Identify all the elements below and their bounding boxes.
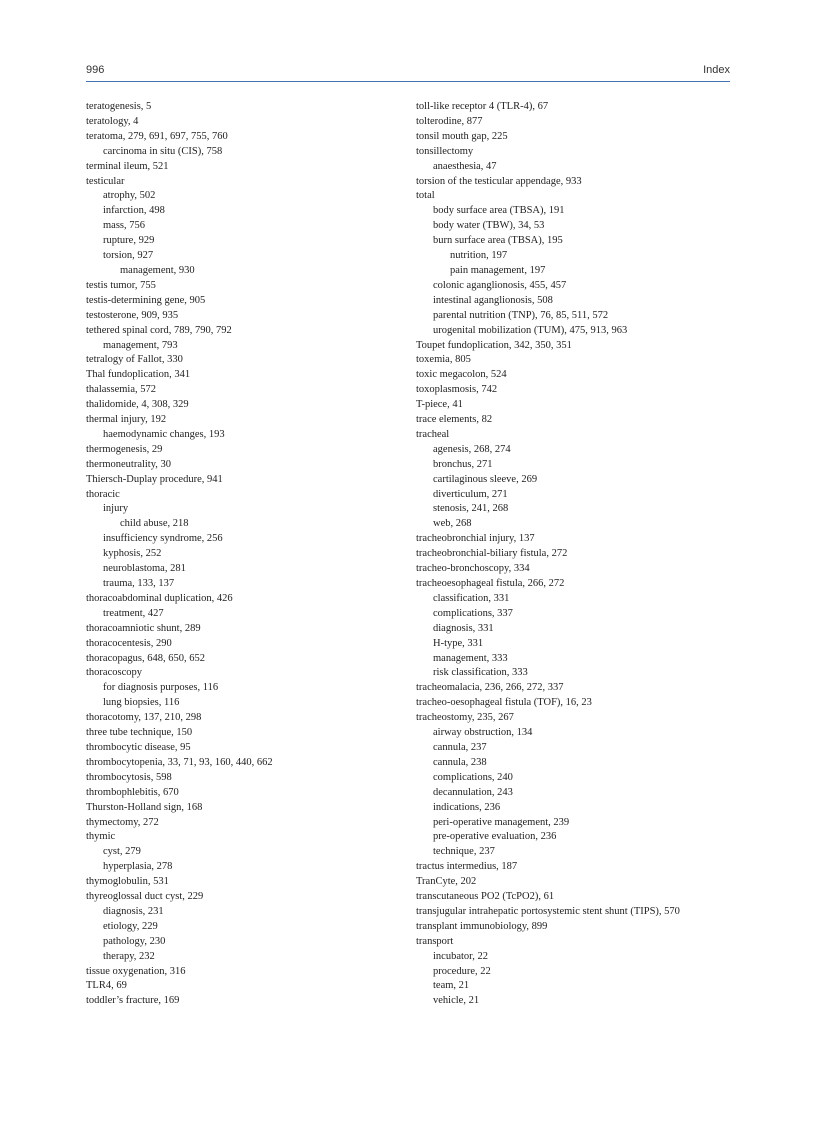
index-entry: atrophy, 502 [103,190,156,202]
index-entry: management, 333 [433,652,508,664]
index-entry: torsion, 927 [103,250,154,262]
index-entry: diagnosis, 231 [103,905,164,917]
index-entry: thymectomy, 272 [86,816,159,828]
index-entry: indications, 236 [433,801,501,813]
index-entry: hyperplasia, 278 [103,861,173,873]
index-entry: agenesis, 268, 274 [433,443,511,455]
index-entry: mass, 756 [103,220,145,232]
index-entry: management, 793 [103,339,178,351]
index-entry: thrombocytic disease, 95 [86,741,191,753]
index-entry: toxoplasmosis, 742 [416,384,498,396]
index-entry: tolterodine, 877 [416,115,483,127]
index-entry: thrombocytosis, 598 [86,771,172,783]
index-entry: technique, 237 [433,846,495,858]
index-entry: Thurston-Holland sign, 168 [86,801,203,813]
index-entry: team, 21 [433,980,470,992]
index-entry: cyst, 279 [103,846,141,858]
index-entry: trauma, 133, 137 [103,578,175,589]
index-entry: TLR4, 69 [86,980,127,992]
index-entry: anaesthesia, 47 [433,160,497,172]
index-entry: total [416,190,435,202]
index-entry: incubator, 22 [433,950,488,962]
index-entry: thoracoscopy [86,667,142,679]
index-entry: thalidomide, 4, 308, 329 [86,399,189,411]
index-entry: colonic aganglionosis, 455, 457 [433,279,567,291]
running-header [86,64,730,82]
index-entry: decannulation, 243 [433,786,513,798]
index-entry: kyphosis, 252 [103,548,162,560]
index-entry: thyreoglossal duct cyst, 229 [86,891,204,903]
index-entry: transport [416,935,454,947]
index-entry: tissue oxygenation, 316 [86,965,186,977]
index-entry: cartilaginous sleeve, 269 [433,473,538,485]
index-entry: tracheomalacia, 236, 266, 272, 337 [416,682,564,694]
index-entry: Thiersch-Duplay procedure, 941 [86,473,223,485]
index-entry: three tube technique, 150 [86,727,193,739]
index-entry: vehicle, 21 [433,995,480,1007]
index-entry: tracheal [416,428,450,440]
index-entry: tracheostomy, 235, 267 [416,712,514,724]
index-entry: testosterone, 909, 935 [86,309,179,321]
index-column-left [86,100,406,1009]
index-entry: diverticulum, 271 [433,488,508,500]
index-entry: tracheo-oesophageal fistula (TOF), 16, 23 [416,697,592,709]
index-entry: tracheoesophageal fistula, 266, 272 [416,578,565,589]
index-entry: toll-like receptor 4 (TLR-4), 67 [416,101,549,112]
index-entry: body water (TBW), 34, 53 [433,220,545,232]
index-entry: pain management, 197 [450,264,546,276]
index-entry: tonsil mouth gap, 225 [416,130,508,142]
index-entry: thoracoabdominal duplication, 426 [86,592,233,604]
index-entry: cannula, 238 [433,756,487,768]
index-entry: tracheobronchial injury, 137 [416,533,535,545]
index-entry: peri-operative management, 239 [433,816,570,828]
index-entry: TranCyte, 202 [416,876,477,888]
index-entry: thymic [86,831,116,843]
index-entry: transplant immunobiology, 899 [416,920,548,932]
index-entry: cannula, 237 [433,741,487,753]
index-entry: thoracopagus, 648, 650, 652 [86,652,205,664]
index-entry: infarction, 498 [103,205,165,217]
index-entry: injury [103,503,129,515]
index-entry: airway obstruction, 134 [433,727,533,739]
index-entry: toxic megacolon, 524 [416,369,507,381]
index-entry: intestinal aganglionosis, 508 [433,294,553,306]
index-entry: stenosis, 241, 268 [433,503,509,515]
index-entry: complications, 240 [433,771,513,783]
index-entry: toddler’s fracture, 169 [86,995,180,1007]
section-title: Index [703,64,730,76]
index-entry: tracheobronchial-biliary fistula, 272 [416,548,568,560]
index-entry: thrombophlebitis, 670 [86,786,179,798]
index-entry: lung biopsies, 116 [103,697,180,709]
index-entry: carcinoma in situ (CIS), 758 [103,145,223,157]
index-entry: thymoglobulin, 531 [86,876,169,888]
index-entry: pre-operative evaluation, 236 [433,831,557,843]
index-entry: neuroblastoma, 281 [103,563,186,575]
index-entry: insufficiency syndrome, 256 [103,533,223,545]
index-entry: thoracic [86,488,120,500]
index-entry: pathology, 230 [103,935,166,947]
index-entry: tetralogy of Fallot, 330 [86,354,183,366]
index-entry: burn surface area (TBSA), 195 [433,235,563,247]
index-entry: urogenital mobilization (TUM), 475, 913, 963 [433,324,628,336]
index-entry: thoracocentesis, 290 [86,637,172,649]
index-entry: treatment, 427 [103,607,164,619]
index-entry: Thal fundoplication, 341 [86,369,191,381]
index-entry: Toupet fundoplication, 342, 350, 351 [416,339,572,351]
index-entry: testicular [86,175,125,187]
index-entry: toxemia, 805 [416,354,471,366]
index-entry: testis-determining gene, 905 [86,294,206,306]
index-entry: risk classification, 333 [433,667,528,679]
index-entry: terminal ileum, 521 [86,160,169,172]
index-entry: tonsillectomy [416,145,474,157]
index-entry: thoracoamniotic shunt, 289 [86,622,201,634]
index-entry: web, 268 [433,518,472,530]
index-entry: teratology, 4 [86,115,139,127]
index-entry: thermoneutrality, 30 [86,458,172,470]
index-entry: transjugular intrahepatic portosystemic stent shunt (TIPS), 570 [416,905,680,917]
index-entry: procedure, 22 [433,965,491,977]
index-entry: thermal injury, 192 [86,414,167,426]
index-entry: thalassemia, 572 [86,384,156,396]
index-entry: tracheo-bronchoscopy, 334 [416,563,530,575]
index-entry: transcutaneous PO2 (TcPO2), 61 [416,891,555,903]
index-entry: trace elements, 82 [416,414,493,426]
index-entry: tractus intermedius, 187 [416,861,518,873]
index-entry: body surface area (TBSA), 191 [433,205,565,217]
index-entry: diagnosis, 331 [433,622,494,634]
index-entry: thermogenesis, 29 [86,443,163,455]
index-entry: tethered spinal cord, 789, 790, 792 [86,324,232,336]
index-entry: etiology, 229 [103,920,158,932]
index-entry: teratoma, 279, 691, 697, 755, 760 [86,130,228,142]
header-rule [86,81,730,82]
index-entry: therapy, 232 [103,950,155,962]
index-entry: management, 930 [120,264,195,276]
index-entry: H-type, 331 [433,637,484,649]
index-entry: complications, 337 [433,607,513,619]
index-entry: parental nutrition (TNP), 76, 85, 511, 572 [433,309,609,321]
page-number: 996 [86,64,105,76]
index-entry: rupture, 929 [103,235,155,247]
index-entry: for diagnosis purposes, 116 [103,682,219,694]
index-entry: thoracotomy, 137, 210, 298 [86,712,202,724]
index-entry: nutrition, 197 [450,250,508,262]
index-entry: torsion of the testicular appendage, 933 [416,175,582,187]
index-entry: teratogenesis, 5 [86,101,152,112]
index-entry: haemodynamic changes, 193 [103,428,225,440]
index-column-right [416,100,736,1009]
index-entry: bronchus, 271 [433,458,493,470]
index-entry: thrombocytopenia, 33, 71, 93, 160, 440, 662 [86,756,273,768]
index-entry: classification, 331 [433,592,510,604]
index-entry: child abuse, 218 [120,518,189,530]
index-entry: testis tumor, 755 [86,279,156,291]
index-entry: T-piece, 41 [416,399,463,411]
